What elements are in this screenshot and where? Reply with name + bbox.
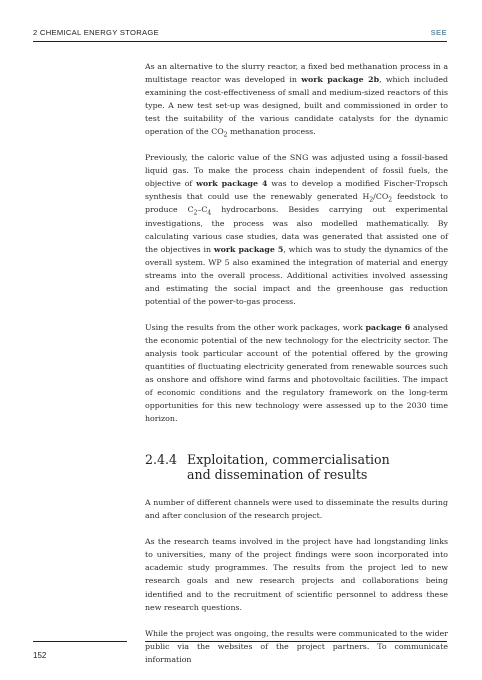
- page-number: 152: [33, 651, 47, 660]
- header-divider: [33, 41, 447, 42]
- paragraph-websites: While the project was ongoing, the results were communicated to the wider public via the websites of the project partners. To communicate information: [145, 628, 448, 664]
- section-number: 2.4.4: [145, 452, 178, 468]
- main-text-column: [145, 60, 448, 679]
- paragraph-universities: As the research teams involved in the project have had longstanding links to universities, many of the project findings were soon incorporated into academic study programmes. The results from the project led to new research goals and new research projects and collaborations being identified and to the recruitment of scientific personnel to address these new research questions.: [145, 537, 448, 612]
- running-header-chapter: 2 CHEMICAL ENERGY STORAGE: [33, 28, 159, 37]
- running-header-tag: SEE: [430, 28, 447, 37]
- footer-divider-left: [33, 641, 127, 642]
- paragraph-work-package-6: Using the results from the other work packages, work package 6 analysed the economic potential of the new technology for the electricity sector. The analysis took particular account of the potential offered by the growing quantities of fluctuating electricity generated from renewable sources such as onshore and offshore wind farms and photovoltaic facilities. The impact of economic conditions and the regulatory framework on the long-term opportunities for this new technology were assessed up to the 2030 time horizon.: [145, 322, 448, 424]
- paragraph-dissemination-intro: A number of different channels were used to disseminate the results during and after conclusion of the research project.: [145, 498, 448, 521]
- section-heading: [145, 453, 448, 482]
- paragraph-work-package-4: Previously, the caloric value of the SNG was adjusted using a fossil-based liquid gas. To make the process chain independent of fossil fuels, the objective of work package 4 was to develop a modified Fischer-Tropsch synthesis that could use the renewably generated $H_2/CO_2$ feedstock to produce $C_2-C_4$ hydrocarbons. Besides carrying out experimental investigations, the process was also modelled mathematically. By calculating various case studies, data was generated that assisted one of the objectives in work package 5, which was to study the dynamics of the overall system. WP 5 also examined the integration of material and energy streams into the overall process. Additional activities involved assessing and estimating the social impact and the greenhouse gas reduction potential of the power-to-gas process.: [145, 153, 448, 306]
- footer-divider-right: [145, 641, 447, 642]
- section-title: Exploitation, commercialisation and dissemination of results: [187, 452, 390, 482]
- paragraph-work-package-2b: As an alternative to the slurry reactor, a fixed bed methanation process in a multistage reactor was developed in work package 2b, which included examining the cost-effectiveness of small and medium-sized reactors of this type. A new test set-up was designed, built and commissioned in order to test the suitability of the various candidate catalysts for the dynamic operation of the $CO_2$ methanation process.: [145, 62, 449, 139]
